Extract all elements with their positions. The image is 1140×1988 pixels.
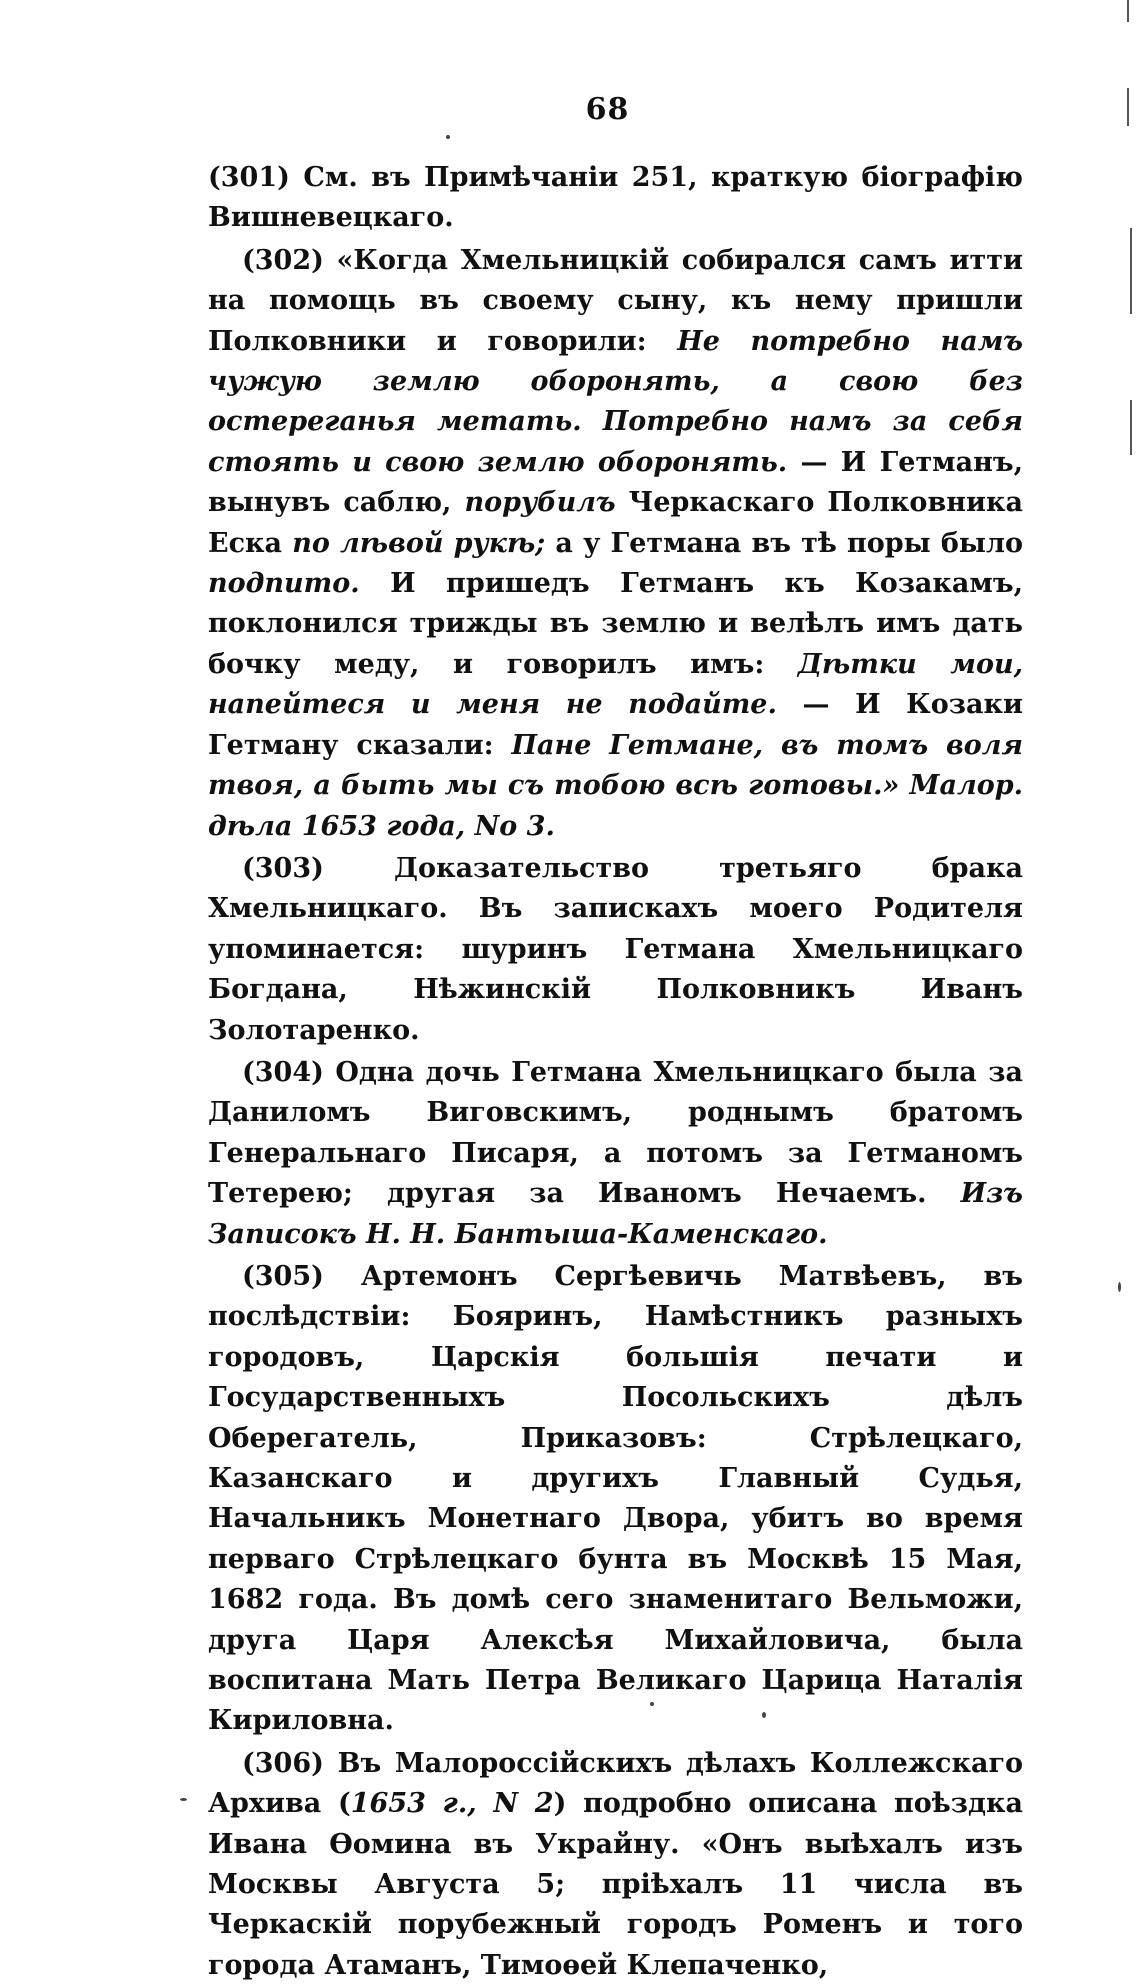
note-text: Черкаскаго Полковника Еска <box>208 487 1023 559</box>
note-text: (301) См. въ Примѣчаніи 251, краткую біографію Вишневецкаго. <box>208 162 1023 234</box>
note-305 <box>208 1257 1023 1742</box>
scan-edge-mark <box>1127 0 1129 22</box>
note-302 <box>208 241 1023 847</box>
italic-text: Изъ Записокъ Н. Н. Бантыша-Каменскаго. <box>208 1178 1023 1250</box>
scan-edge-mark <box>1130 228 1132 314</box>
italic-text: Дѣтки мои, напейтеся и меня не подайте. <box>208 648 1023 721</box>
note-text: а у Гетмана въ тѣ поры было <box>545 527 1024 559</box>
scan-edge-mark <box>1130 400 1132 455</box>
note-text: (303) Доказательство третьяго брака Хмельницкаго. Въ запискахъ моего Родителя упоминается: шуринъ Гетмана Хмельницкаго Богдана, Нѣжинскій Полковникъ Иванъ Золотаренко. <box>208 852 1023 1046</box>
italic-text: подпито. <box>208 568 360 600</box>
italic-text: 1653 г., N 2 <box>350 1788 554 1820</box>
scan-speck <box>1118 1282 1121 1292</box>
note-text: — И Гетманъ, вынувъ саблю, <box>208 446 1023 519</box>
note-303 <box>208 849 1023 1051</box>
note-text: (305) Артемонъ Сергѣевичь Матвѣевъ, въ послѣдствіи: Бояринъ, Намѣстникъ разныхъ городовъ, Царскія большія печати и Государственныхъ Посольскихъ дѣлъ Оберегатель, Приказовъ: Стрѣлецкаго, Казанскаго и другихъ Главный Судья, Начальникъ Монетнаго Двора, убитъ во время перваго Стрѣлецкаго бунта въ Москвѣ 15 Мая, 1682 года. Въ домѣ сего знаменитаго Вельможи, друга Царя Алексѣя Михайловича, была воспитана Мать Петра Великаго Царица Наталія Кириловна. <box>208 1260 1023 1737</box>
note-text: И пришедъ Гетманъ къ Козакамъ, поклонился трижды въ землю и велѣлъ имъ дать бочку меду, и говорилъ имъ: <box>208 568 1023 680</box>
scan-speck <box>180 1798 187 1801</box>
footnotes-text <box>208 158 1023 1988</box>
note-text: (304) Одна дочь Гетмана Хмельницкаго была за Даниломъ Виговскимъ, роднымъ братомъ Генеральнаго Писаря, а потомъ за Гетманомъ Тетерею; другая за Иваномъ Нечаемъ. <box>208 1056 1023 1210</box>
scan-speck <box>446 135 450 139</box>
note-text: — И Козаки Гетману сказали: <box>208 689 1023 761</box>
italic-text: Не потребно намъ чужую землю оборонять, а свою без остереганья метать. Потребно намъ за себя стоять и свою землю оборонять. <box>208 325 1024 478</box>
page-number: 68 <box>585 92 630 127</box>
note-text: (306) Въ Малороссійскихъ дѣлахъ Коллежскаго Архива ( <box>208 1747 1023 1820</box>
note-304 <box>208 1053 1023 1255</box>
italic-text: порубилъ <box>464 487 616 519</box>
note-text: ) подробно описана поѣздка Ивана Ѳомина въ Украйну. «Онъ выѣхалъ изъ Москвы Августа 5; пріѣхалъ 11 числа въ Черкаскій порубежный городъ Роменъ и того города Атаманъ, Тимоѳей Клепаченко, <box>208 1788 1023 1981</box>
note-301 <box>208 158 1023 239</box>
note-text: (302) «Когда Хмельницкій собирался самъ итти на помощь въ своему сыну, къ нему пришли Полковники и говорили: <box>208 244 1023 357</box>
italic-text: по лѣвой рукѣ; <box>292 527 546 559</box>
note-306 <box>208 1744 1023 1986</box>
italic-text: Пане Гетмане, въ томъ воля твоя, а быть мы съ тобою всѣ готовы.» Малор. дѣла 1653 года, No 3. <box>208 729 1023 842</box>
